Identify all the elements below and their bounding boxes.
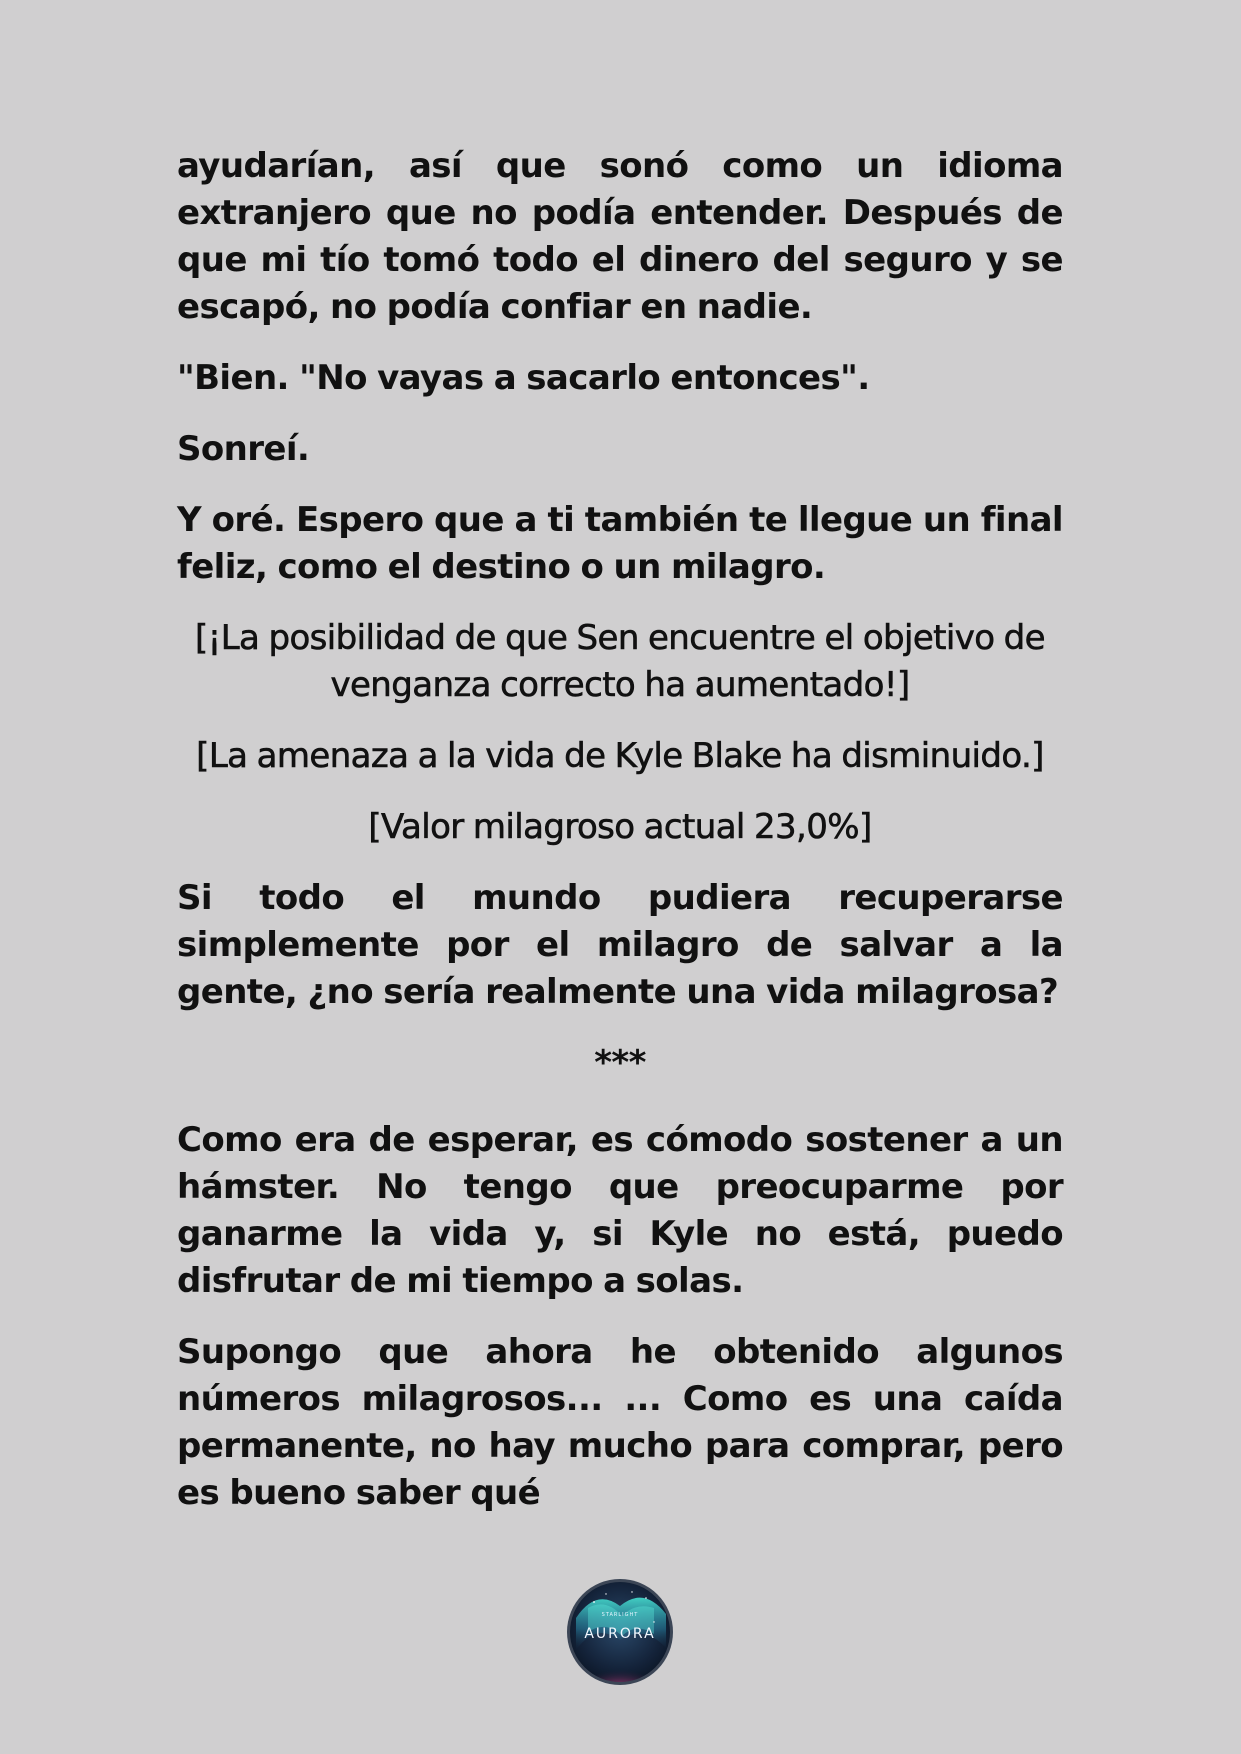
- paragraph-prayer: Y oré. Espero que a ti también te llegue un final feliz, como el destino o un milagro.: [177, 500, 1063, 587]
- page-content: [177, 143, 1063, 1541]
- logo-main-text: AURORA: [584, 1626, 656, 1642]
- paragraph-miracle-life: Si todo el mundo pudiera recuperarse simplemente por el milagro de salvar a la gente, ¿no sería realmente una vida milagrosa?: [177, 878, 1063, 1012]
- system-message-miracle-value: [Valor milagroso actual 23,0%]: [368, 807, 872, 847]
- system-message-revenge: [¡La posibilidad de que Sen encuentre el objetivo de venganza correcto ha aumentado!]: [195, 618, 1045, 705]
- paragraph-hamster: Como era de esperar, es cómodo sostener a un hámster. No tengo que preocuparme por ganarme la vida y, si Kyle no está, puedo disfrutar de mi tiempo a solas.: [177, 1120, 1063, 1301]
- logo-top-text: STARLIGHT: [601, 1612, 639, 1618]
- system-message-threat: [La amenaza a la vida de Kyle Blake ha disminuido.]: [196, 736, 1044, 776]
- section-separator: ***: [594, 1043, 646, 1083]
- paragraph-dialogue: "Bien. "No vayas a sacarlo entonces".: [177, 358, 870, 398]
- aurora-logo-icon: [566, 1578, 674, 1686]
- paragraph-numbers: Supongo que ahora he obtenido algunos números milagrosos... ... Como es una caída permanente, no hay mucho para comprar, pero es bueno saber qué: [177, 1332, 1063, 1513]
- paragraph-1: ayudarían, así que sonó como un idioma extranjero que no podía entender. Después de que mi tío tomó todo el dinero del seguro y se escapó, no podía confiar en nadie.: [177, 146, 1063, 327]
- paragraph-smile: Sonreí.: [177, 429, 310, 469]
